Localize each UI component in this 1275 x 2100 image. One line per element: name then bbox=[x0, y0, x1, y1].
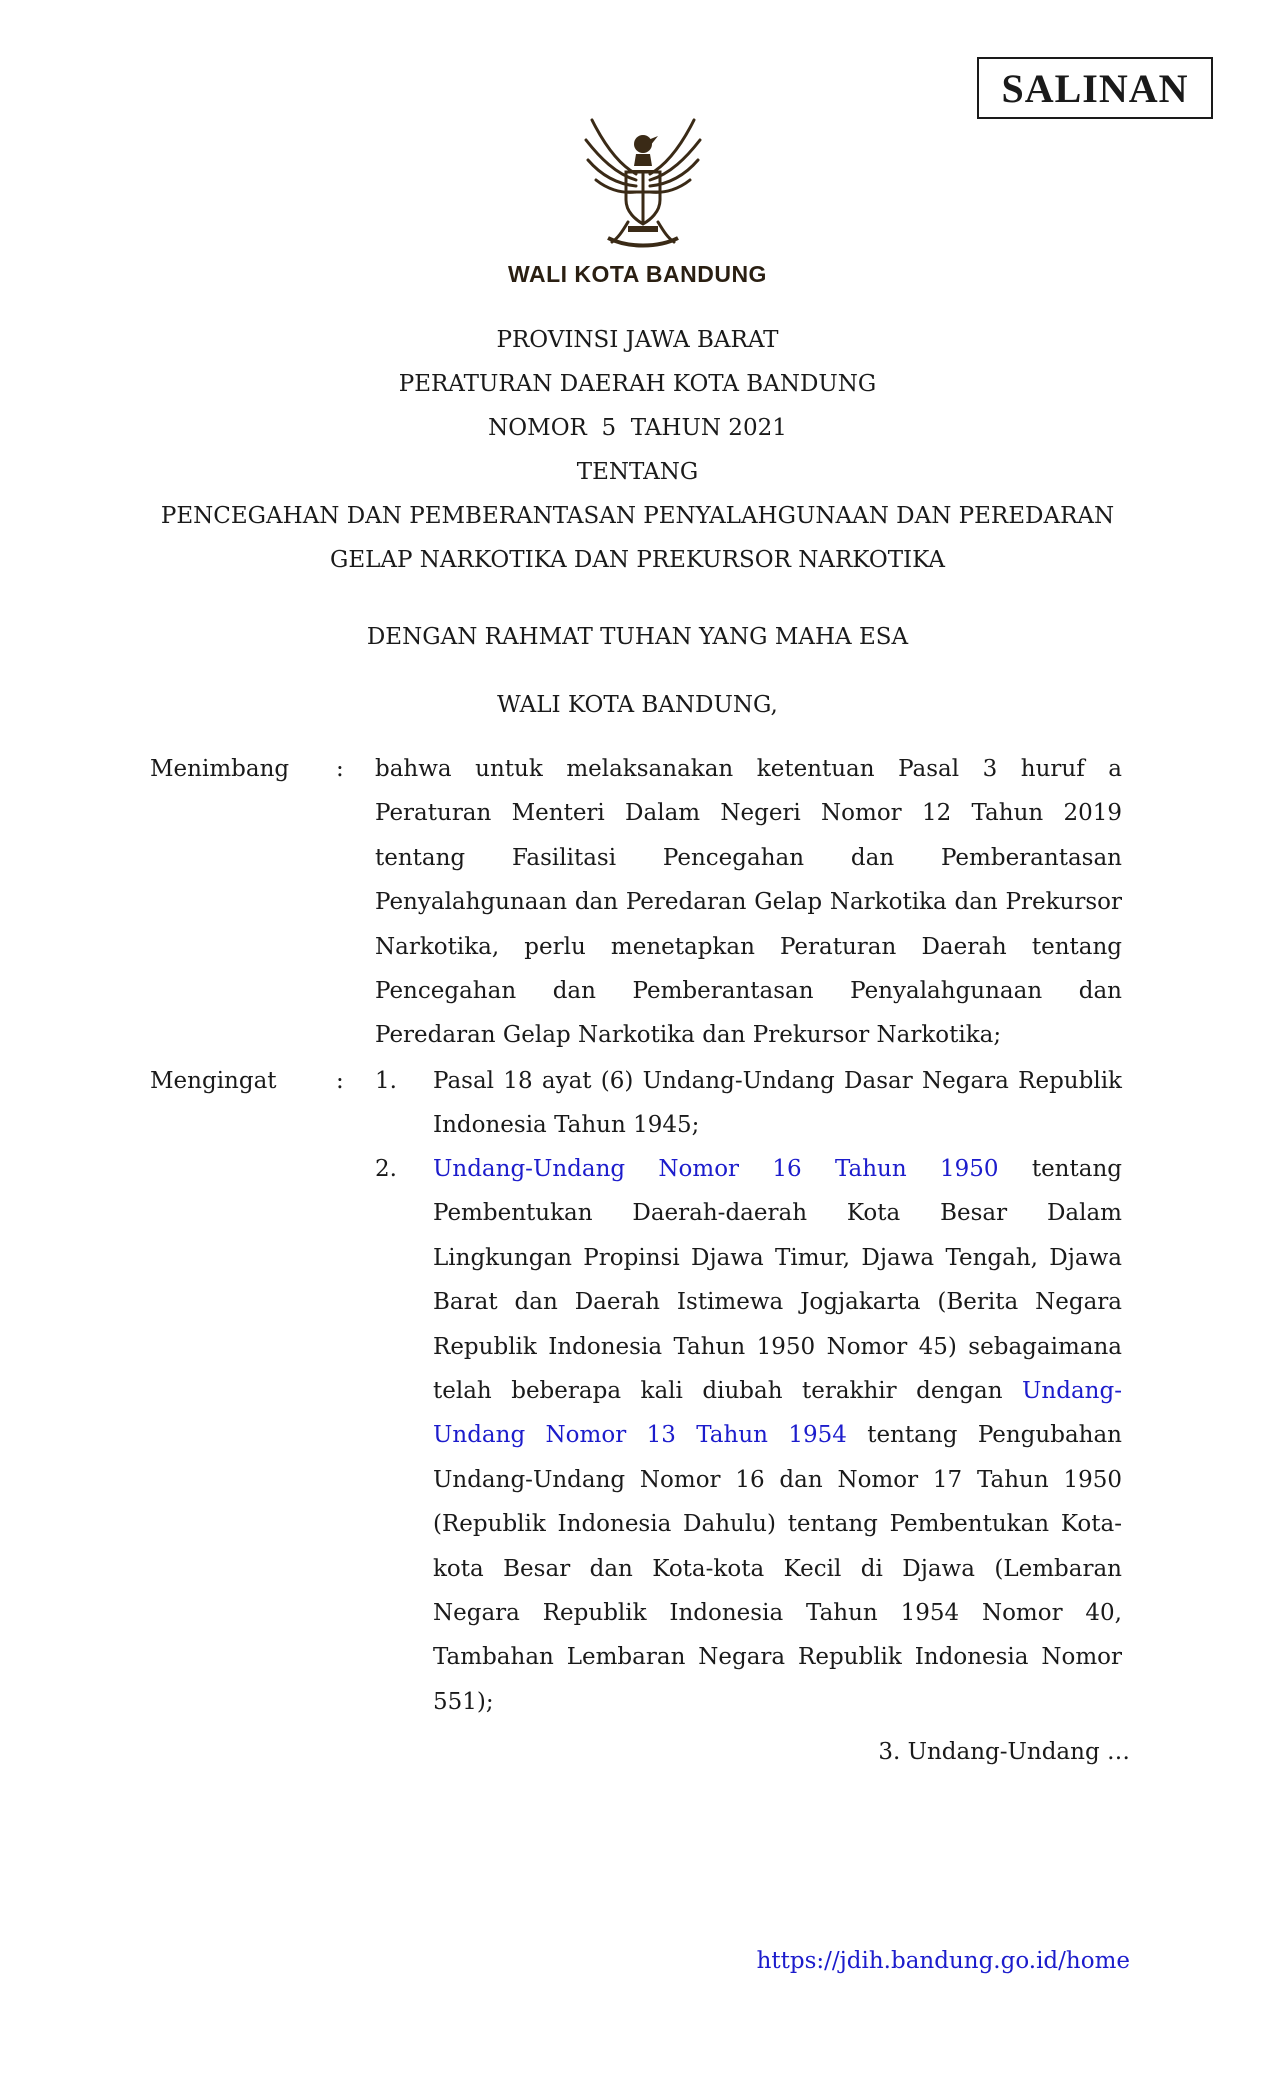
province-heading: PROVINSI JAWA BARAT bbox=[496, 327, 779, 353]
law-16-1950-link[interactable]: Undang-Undang Nomor 16 Tahun 1950 bbox=[433, 1156, 999, 1182]
mengingat-colon: : bbox=[336, 1068, 344, 1094]
garuda-emblem-icon bbox=[578, 114, 708, 254]
regulation-heading: PERATURAN DAERAH KOTA BANDUNG bbox=[398, 371, 877, 397]
item-2-text-part2: tentang Pengubahan Undang-Undang Nomor 16 dan Nomor 17 Tahun 1950 (Republik Indonesia Dahulu) tentang Pembentukan Kota-kota Besar dan Kota-kota Kecil di Djawa (Lembaran Negara Republik Indonesia Tahun 1954 Nomor 40, Tambahan Lembaran Negara Republik Indonesia Nomor 551); bbox=[433, 1422, 1122, 1715]
title-line-1: PENCEGAHAN DAN PEMBERANTASAN PENYALAHGUNAAN DAN PEREDARAN bbox=[160, 503, 1115, 529]
law-13-1954-link[interactable]: Undang-Undang Nomor 13 Tahun 1954 bbox=[433, 1378, 1122, 1449]
item-2-text bbox=[433, 1147, 1122, 1724]
blessing-line: DENGAN RAHMAT TUHAN YANG MAHA ESA bbox=[366, 624, 909, 650]
mengingat-label: Mengingat bbox=[150, 1068, 277, 1094]
menimbang-label: Menimbang bbox=[150, 756, 290, 782]
menimbang-text: bahwa untuk melaksanakan ketentuan Pasal 3 huruf a Peraturan Menteri Dalam Negeri Nomor 12 Tahun 2019 tentang Fasilitasi Pencegahan dan Pemberantasan Penyalahgunaan dan Peredaran Gelap Narkotika dan Prekursor Narkotika, perlu menetapkan Peraturan Daerah tentang Pencegahan dan Pemberantasan Penyalahgunaan dan Peredaran Gelap Narkotika dan Prekursor Narkotika; bbox=[375, 756, 1122, 1049]
mayor-line: WALI KOTA BANDUNG, bbox=[497, 692, 778, 718]
item-2-text-part1: tentang Pembentukan Daerah-daerah Kota Besar Dalam Lingkungan Propinsi Djawa Timur, Djawa Tengah, Djawa Barat dan Daerah Istimewa Jogjakarta (Berita Negara Republik Indonesia Tahun 1950 Nomor 45) sebagaimana telah beberapa kali diubah terakhir dengan bbox=[433, 1156, 1122, 1405]
menimbang-colon: : bbox=[336, 756, 344, 782]
agency-name: WALI KOTA BANDUNG bbox=[508, 261, 767, 287]
item-1-number: 1. bbox=[375, 1068, 397, 1094]
item-2-number: 2. bbox=[375, 1156, 397, 1182]
about-heading: TENTANG bbox=[576, 459, 699, 485]
regulation-number: NOMOR 5 TAHUN 2021 bbox=[488, 415, 787, 441]
source-url-link[interactable]: https://jdih.bandung.go.id/home bbox=[756, 1948, 1130, 1974]
salinan-stamp: SALINAN bbox=[977, 57, 1213, 119]
title-line-2: GELAP NARKOTIKA DAN PREKURSOR NARKOTIKA bbox=[329, 547, 946, 573]
page-continuation: 3. Undang-Undang … bbox=[878, 1739, 1130, 1765]
item-1-text: Pasal 18 ayat (6) Undang-Undang Dasar Negara Republik Indonesia Tahun 1945; bbox=[433, 1068, 1122, 1139]
